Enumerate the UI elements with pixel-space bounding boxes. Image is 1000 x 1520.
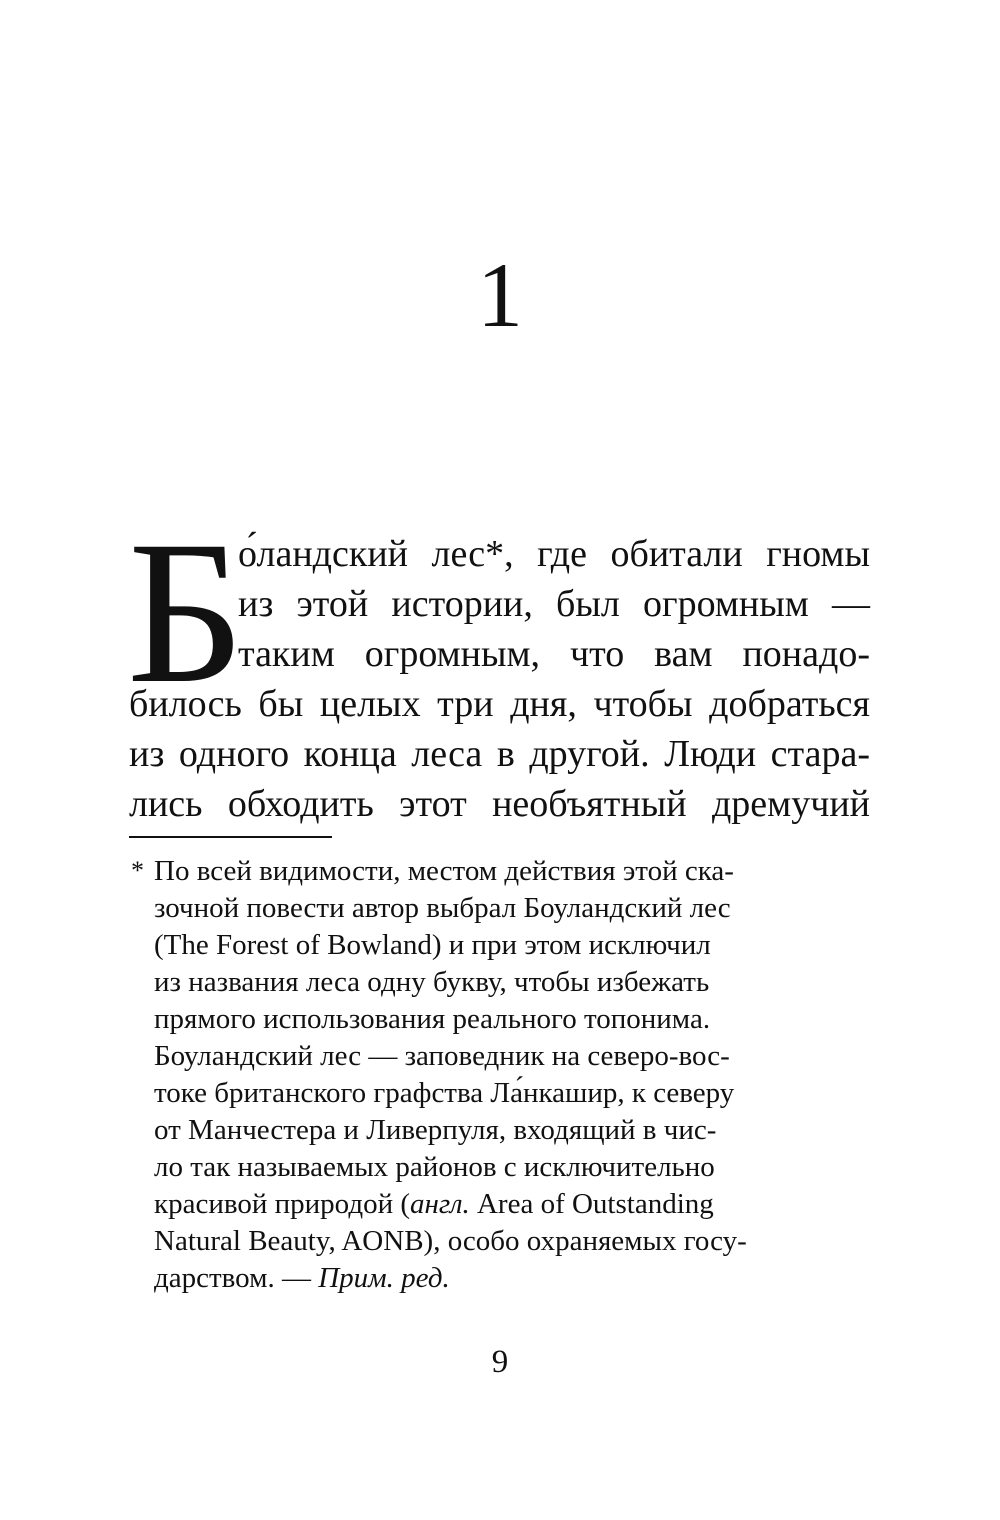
body-text-line: таким огромным, что вам понадо- [238,633,870,675]
footnote-line [154,1260,450,1296]
footnote-text: дарством. — [154,1262,319,1294]
footnote-italic-text: англ. [410,1188,470,1220]
footnote-line: прямого использования реального топонима. [154,1003,711,1035]
footnote-line: Natural Beauty, AONB), особо охраняемых госу- [154,1225,747,1257]
drop-cap-letter: Б [127,499,245,726]
footnote-italic-text: Прим. ред. [318,1262,450,1294]
footnote-line [154,1186,714,1222]
footnote-text: Area of Outstanding [469,1188,714,1220]
footnote-line: ло так называемых районов с исключительно [154,1151,715,1183]
footnote-line: токе британского графства Ла́нкашир, к северу [154,1077,735,1109]
page-number: 9 [491,1344,509,1380]
body-text-line: из этой истории, был огромным — [238,583,870,625]
body-text-line: о́ландский лес*, где обитали гномы [238,533,870,575]
footnote-line: (The Forest of Bowland) и при этом исключил [154,929,711,961]
footnote-line: Боуландский лес — заповедник на северо-вос- [154,1040,730,1072]
footnote-marker: * [131,856,144,885]
body-text-line: лись обходить этот необъятный дремучий [129,783,870,825]
chapter-number: 1 [477,244,523,346]
footnote-line: из названия леса одну букву, чтобы избежать [154,966,710,998]
footnote-separator [129,836,332,838]
footnote-line: По всей видимости, местом действия этой ска- [154,855,734,887]
footnote-line: от Манчестера и Ливерпуля, входящий в чис- [154,1114,717,1146]
body-text-line: билось бы целых три дня, чтобы добраться [129,683,870,725]
footnote-line: зочной повести автор выбрал Боуландский лес [154,892,731,924]
footnote-text: красивой природой ( [154,1188,411,1220]
body-text-line: из одного конца леса в другой. Люди стара- [129,733,870,775]
